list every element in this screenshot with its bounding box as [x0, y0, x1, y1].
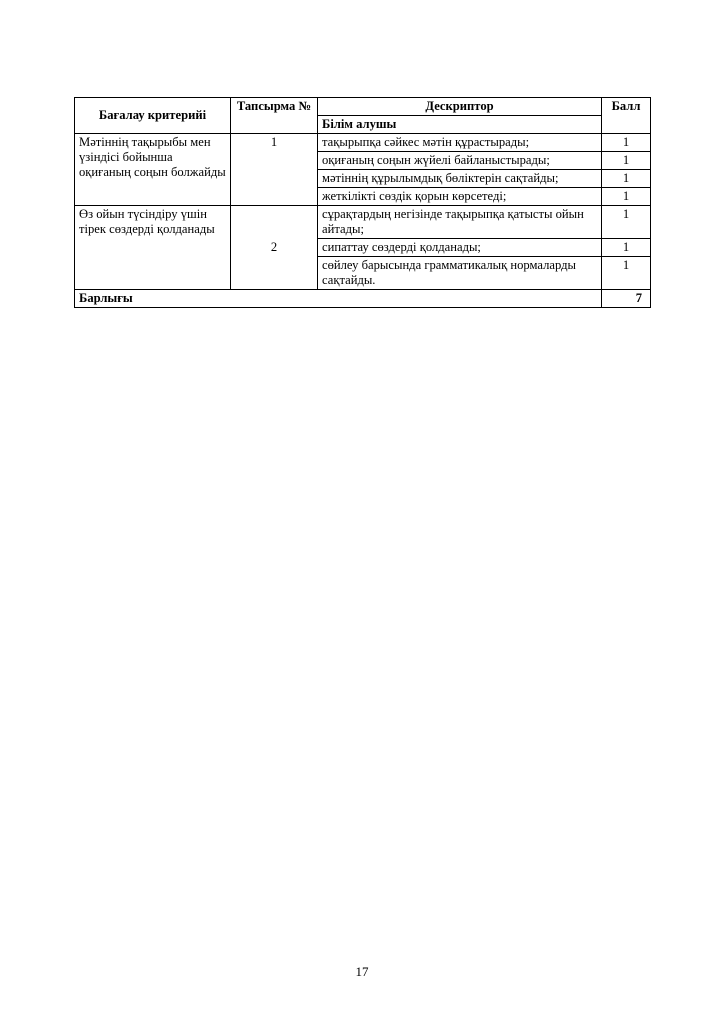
- page-number: 17: [355, 964, 369, 979]
- descriptor-cell: сұрақтардың негізінде тақырыпқа қатысты ойын айтады;: [318, 206, 602, 239]
- task-number-cell: 2: [231, 206, 318, 290]
- descriptor-cell: жеткілікті сөздік қорын көрсетеді;: [318, 188, 602, 206]
- table-row: [75, 206, 651, 239]
- descriptor-cell: сипаттау сөздерді қолданады;: [318, 239, 602, 257]
- score-cell: 1: [602, 206, 651, 239]
- score-cell: 1: [602, 134, 651, 152]
- score-cell: 1: [602, 188, 651, 206]
- task-number-cell: 1: [231, 134, 318, 206]
- total-row: [75, 290, 651, 308]
- header-learner: Білім алушы: [318, 116, 602, 134]
- assessment-rubric-table: [74, 97, 651, 308]
- score-cell: 1: [602, 170, 651, 188]
- descriptor-cell: сөйлеу барысында грамматикалық нормаларды сақтайды.: [318, 257, 602, 290]
- descriptor-cell: оқиғаның соңын жүйелі байланыстырады;: [318, 152, 602, 170]
- score-cell: 1: [602, 152, 651, 170]
- score-cell: 1: [602, 239, 651, 257]
- header-descriptor: Дескриптор: [318, 98, 602, 116]
- descriptor-cell: мәтіннің құрылымдық бөліктерін сақтайды;: [318, 170, 602, 188]
- header-task: Тапсырма №: [231, 98, 318, 134]
- header-row: [75, 98, 651, 116]
- criterion-cell: Өз ойын түсіндіру үшін тірек сөздерді қолданады: [75, 206, 231, 290]
- table-row: [75, 134, 651, 152]
- descriptor-cell: тақырыпқа сәйкес мәтін құрастырады;: [318, 134, 602, 152]
- total-label: Барлығы: [75, 290, 602, 308]
- criterion-cell: Мәтіннің тақырыбы мен үзіндісі бойынша оқиғаның соңын болжайды: [75, 134, 231, 206]
- score-cell: 1: [602, 257, 651, 290]
- header-score: Балл: [602, 98, 651, 134]
- total-score: 7: [602, 290, 651, 308]
- header-criteria: Бағалау критерийі: [75, 98, 231, 134]
